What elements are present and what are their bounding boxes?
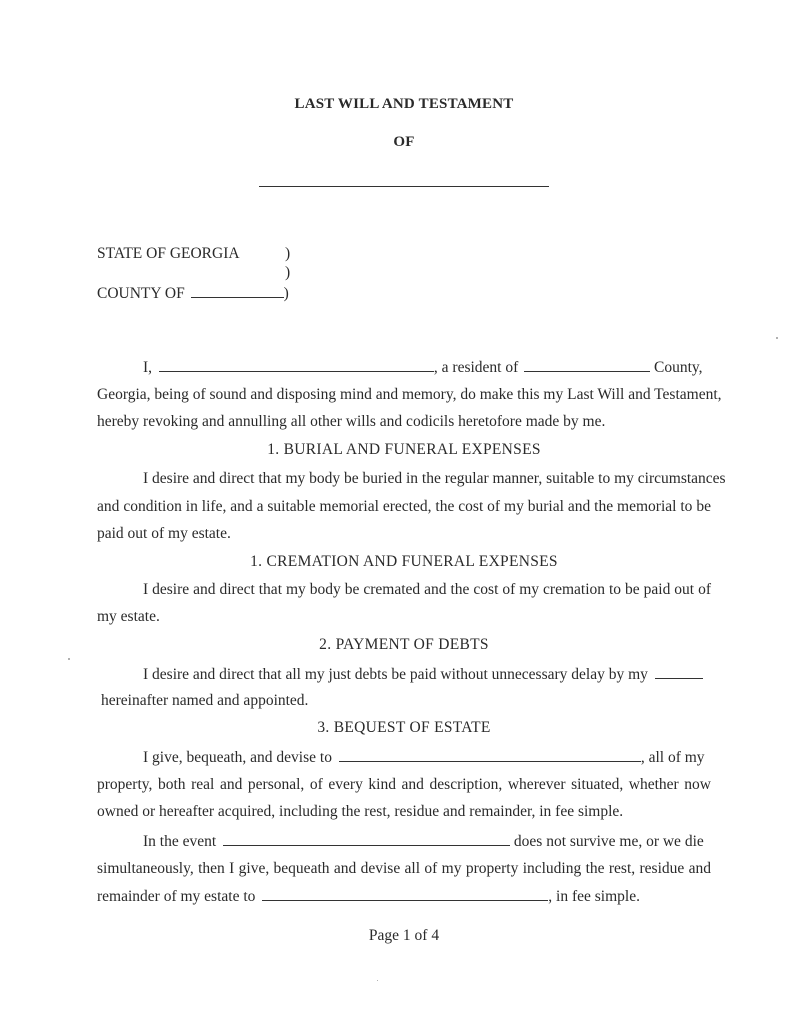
- section-heading-cremation: 1. CREMATION AND FUNERAL EXPENSES: [250, 553, 558, 570]
- name-blank: [159, 357, 434, 372]
- intro-i: I,: [143, 359, 153, 376]
- venue-county-line: [97, 283, 289, 303]
- bequest-line-1-end: , all of my: [640, 749, 705, 766]
- document-title: LAST WILL AND TESTAMENT: [294, 96, 514, 112]
- intro-county: County,: [654, 359, 703, 376]
- cremation-line-1: I desire and direct that my body be cremated and the cost of my cremation to be paid out of: [143, 581, 711, 598]
- bequest-line-6: [97, 886, 640, 906]
- county-blank: [191, 283, 284, 298]
- debts-line-1: [143, 664, 703, 684]
- section-heading-burial: 1. BURIAL AND FUNERAL EXPENSES: [267, 441, 541, 458]
- testator-name-line: [259, 186, 549, 187]
- beneficiary-event-blank: [223, 831, 510, 846]
- venue-county: COUNTY OF: [97, 285, 185, 302]
- bequest-line-5: simultaneously, then I give, bequeath and devise all of my property including the rest, residue and: [97, 860, 711, 877]
- bequest-line-1: [143, 747, 705, 767]
- section-heading-bequest: 3. BEQUEST OF ESTATE: [317, 719, 491, 736]
- scan-speck: [776, 337, 778, 339]
- venue-paren: ): [283, 285, 289, 302]
- debts-line-2: hereinafter named and appointed.: [101, 692, 309, 709]
- page-number: Page 1 of 4: [368, 927, 440, 944]
- bequest-line-3: owned or hereafter acquired, including the rest, residue and remainder, in fee simple.: [97, 803, 624, 820]
- bequest-line-2: property, both real and personal, of every kind and description, wherever situated, whether now: [97, 776, 711, 793]
- burial-line-1: I desire and direct that my body be buried in the regular manner, suitable to my circumstances: [143, 470, 726, 487]
- intro-line-2: Georgia, being of sound and disposing mind and memory, do make this my Last Will and Testament,: [97, 386, 722, 403]
- burial-line-2: and condition in life, and a suitable memorial erected, the cost of my burial and the memorial to be: [97, 498, 711, 515]
- venue-paren: ): [285, 245, 291, 262]
- section-heading-debts: 2. PAYMENT OF DEBTS: [319, 636, 489, 653]
- scan-speck: [68, 658, 70, 660]
- cremation-line-2: my estate.: [97, 608, 160, 625]
- venue-paren: ): [285, 264, 291, 281]
- bequest-line-1-start: I give, bequeath, and devise to: [143, 749, 332, 766]
- county-of-residence-blank: [524, 357, 650, 372]
- bequest-line-6-start: remainder of my estate to: [97, 888, 256, 905]
- scan-speck: [377, 980, 378, 981]
- executor-blank: [655, 664, 703, 679]
- debts-line-1-text: I desire and direct that all my just debts be paid without unnecessary delay by my: [143, 666, 648, 683]
- intro-resident: , a resident of: [433, 359, 519, 376]
- intro-line-1: [143, 357, 703, 377]
- beneficiary-blank: [339, 747, 641, 762]
- bequest-line-4-start: In the event: [143, 833, 217, 850]
- venue-state: STATE OF GEORGIA: [97, 245, 240, 262]
- bequest-line-6-end: , in fee simple.: [548, 888, 640, 905]
- intro-line-3: hereby revoking and annulling all other wills and codicils heretofore made by me.: [97, 413, 606, 430]
- bequest-line-4: [143, 831, 704, 851]
- burial-line-3: paid out of my estate.: [97, 525, 231, 542]
- alternate-beneficiary-blank: [262, 886, 548, 901]
- bequest-line-4-end: does not survive me, or we die: [513, 833, 704, 850]
- document-title-of: OF: [393, 134, 415, 150]
